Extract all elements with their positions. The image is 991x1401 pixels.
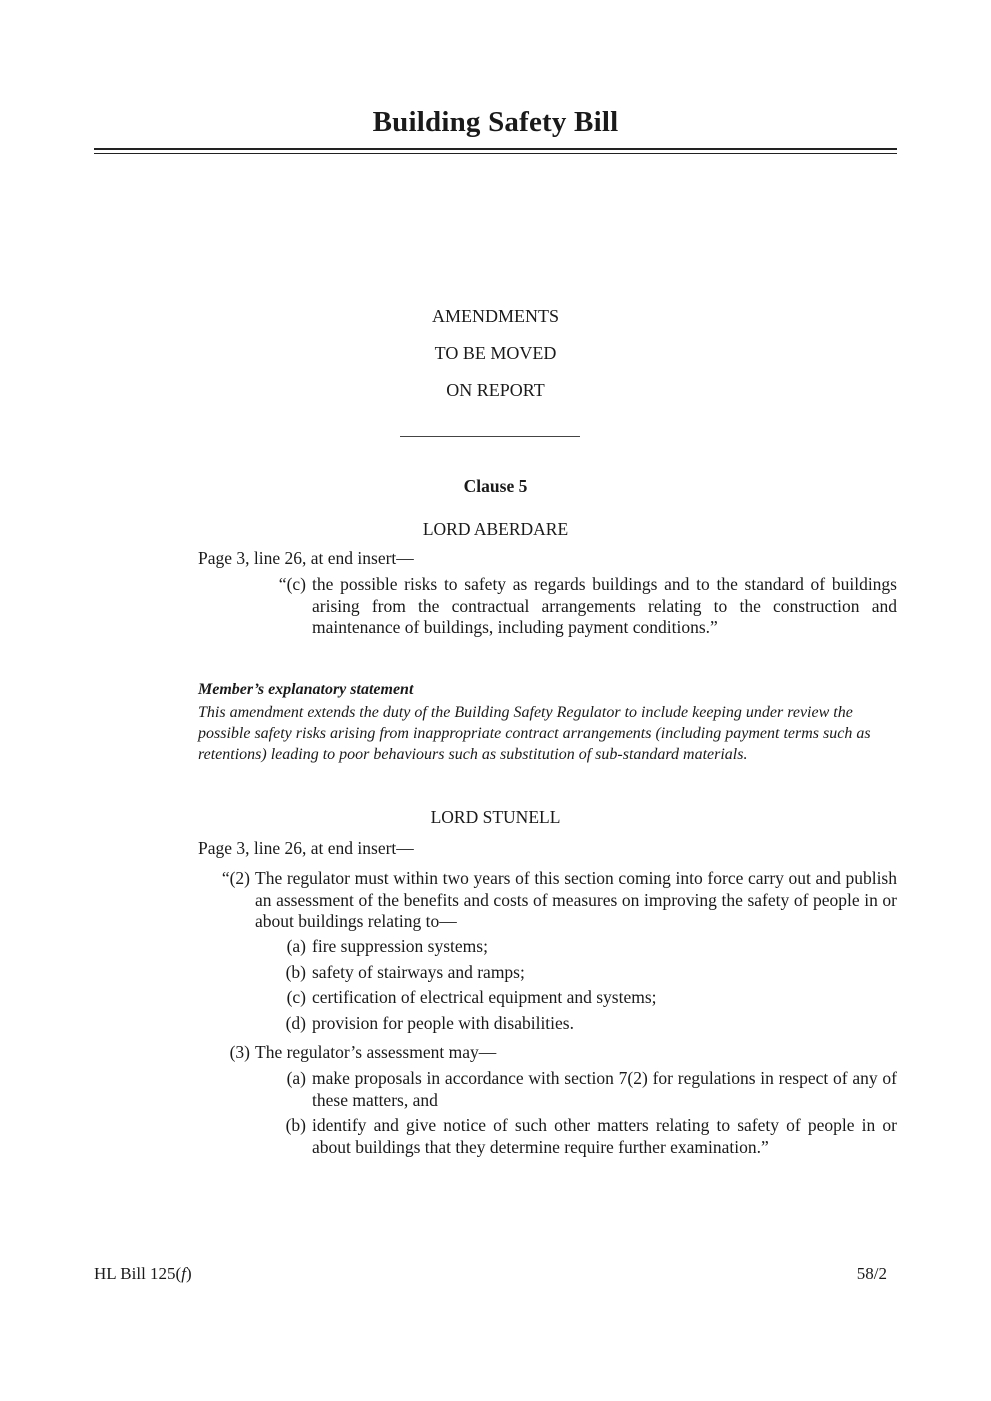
page-reference: 58/2 [856,1264,887,1283]
list-item-text: make proposals in accordance with section 7(2) for regulations in respect of any of these matters, and [312,1068,897,1110]
paragraph-text: the possible risks to safety as regards buildings and to the standard of buildings arising from the contractual arrangements relating to the construction and maintenance of buildings, including payment conditions.” [312,574,897,637]
member-name-aberdare: LORD ABERDARE [422,519,569,539]
list-item-number: (a) [286,936,306,956]
heading-line-1: AMENDMENTS [431,306,559,326]
list-item-number: (d) [285,1013,306,1033]
list-item-text: fire suppression systems; [312,936,488,956]
heading-line-3: ON REPORT [446,380,545,400]
member-name-stunell: LORD STUNELL [430,807,561,827]
list-item-text: identify and give notice of such other matters relating to safety of people in or about buildings that they determine require further examination.” [312,1115,897,1157]
subsection-number: (3) [229,1042,250,1062]
explanatory-statement-heading: Member’s explanatory statement [198,681,414,698]
list-item-text: certification of electrical equipment and systems; [312,987,657,1007]
list-item-number: (a) [286,1068,306,1088]
list-item-number: (c) [286,987,306,1007]
subsection-text: The regulator’s assessment may— [255,1042,497,1062]
list-item-text: provision for people with disabilities. [312,1013,574,1033]
explanatory-statement-text: This amendment extends the duty of the Building Safety Regulator to include keeping under review the possible safety risks arising from inappropriate contract arrangements (including payment terms such as retentions) leading to poor behaviours such as substitution of sub-standard materials. [198,704,871,763]
list-item-number: (b) [285,1115,306,1135]
amendment-location: Page 3, line 26, at end insert— [198,838,414,858]
clause-heading: Clause 5 [463,476,528,496]
bill-reference: HL Bill 125(f) [94,1264,192,1283]
paragraph-number: “(c) [278,574,306,594]
list-item-text: safety of stairways and ramps; [312,962,525,982]
title-rule-thick [94,148,897,150]
heading-line-2: TO BE MOVED [434,343,557,363]
title-rule-thin [94,153,897,154]
document-title: Building Safety Bill [372,106,619,138]
subsection-number: “(2) [221,868,250,888]
amendment-location: Page 3, line 26, at end insert— [198,548,414,568]
subsection-text: The regulator must within two years of this section coming into force carry out and publish an assessment of the benefits and costs of measures on improving the safety of people in or about buildings relating to— [255,868,897,931]
list-item-number: (b) [285,962,306,982]
heading-separator [400,436,580,437]
